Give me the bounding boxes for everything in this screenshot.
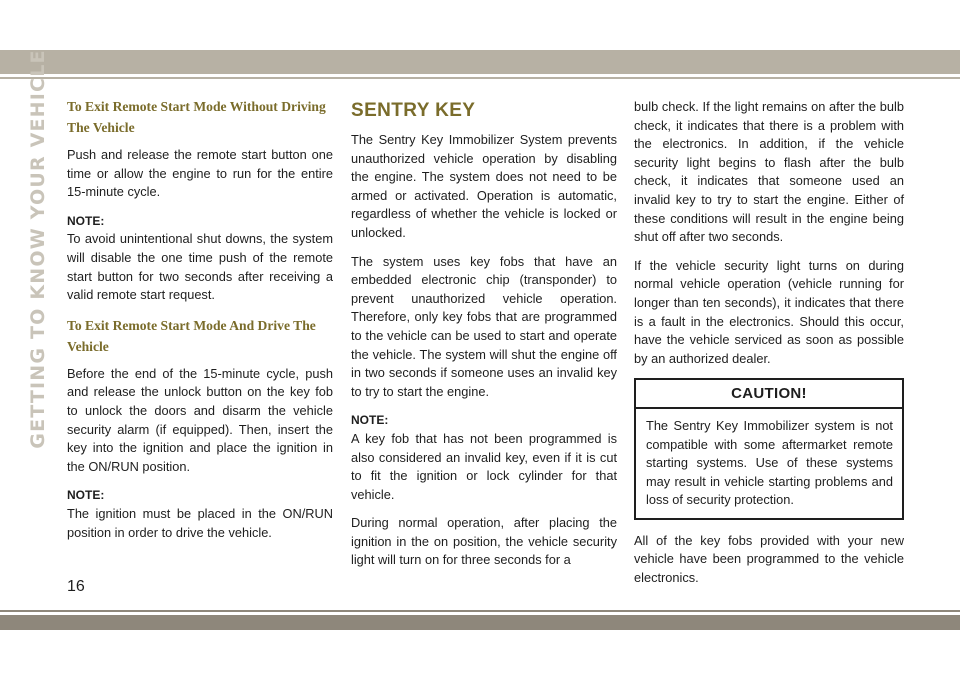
column-2 (351, 96, 617, 570)
header-band (0, 50, 960, 74)
paragraph: All of the key fobs provided with your new vehicle have been programmed to the vehicle electronics. (634, 532, 904, 586)
footer-band (0, 615, 960, 630)
paragraph: If the vehicle security light turns on during normal vehicle operation (vehicle running for longer than ten seconds), it indicates that there is a fault in the electronics. Should this occur, have the vehicle serviced as soon as possible by an authorized dealer. (634, 257, 904, 366)
paragraph: The Sentry Key Immobilizer System prevents unauthorized vehicle operation by disabling the engine. The system does not need to be armed or activated. Operation is automatic, regardless of whether the vehicle is locked or unlocked. (351, 132, 617, 240)
header-rule (0, 77, 960, 79)
note-text: The ignition must be placed in the ON/RUN position in order to drive the vehicle. (67, 505, 333, 540)
note-text: A key fob that has not been programmed is also considered an invalid key, even if it is cut to fit the ignition or lock cylinder for that vehicle. (351, 430, 617, 502)
caution-box (634, 378, 904, 520)
note-block (67, 486, 333, 542)
footer-rule (0, 610, 960, 612)
paragraph: bulb check. If the light remains on after the bulb check, it indicates that there is a problem with the electronics. In addition, if the vehicle security light begins to flash after the bulb check, it indicates that someone used an invalid key to try to start the engine. Either of these conditions will result in the engine being shut off after two seconds. (634, 99, 904, 245)
subheading-exit-without-driving: To Exit Remote Start Mode Without Driving The Vehicle (67, 99, 326, 135)
caution-text: The Sentry Key Immobilizer system is not compatible with some aftermarket remote starting systems. Use of these systems may result in vehicle starting problems and loss of security protection. (646, 417, 893, 508)
column-3 (634, 98, 904, 588)
page-number: 16 (67, 578, 85, 595)
note-block (351, 411, 617, 504)
column-1 (67, 96, 333, 542)
chapter-side-tab (24, 49, 52, 449)
note-label: NOTE: (67, 488, 105, 503)
chapter-side-tab-label: GETTING TO KNOW YOUR VEHICLE (27, 49, 49, 449)
paragraph: The system uses key fobs that have an embedded electronic chip (transponder) to prevent unauthorized vehicle operation. Therefore, only key fobs that are programmed to the vehicle can be used to start and operate the vehicle. The system will shut the engine off in two seconds if someone uses an invalid key to try to start the engine. (351, 253, 617, 399)
note-block (67, 212, 333, 305)
paragraph: During normal operation, after placing the ignition in the on position, the vehicle security light will turn on for three seconds for a (351, 515, 617, 568)
caution-title: CAUTION! (636, 380, 902, 409)
note-text: To avoid unintentional shut downs, the system will disable the one time push of the remote start button for two seconds after receiving a valid remote start request. (67, 231, 333, 303)
subheading-exit-and-drive: To Exit Remote Start Mode And Drive The Vehicle (67, 317, 316, 354)
paragraph: Push and release the remote start button one time or allow the engine to run for the entire 15-minute cycle. (67, 147, 333, 200)
section-title-sentry-key: SENTRY KEY (351, 100, 476, 121)
note-label: NOTE: (351, 413, 389, 428)
paragraph: Before the end of the 15-minute cycle, push and release the unlock button on the key fob to unlock the doors and disarm the vehicle security alarm (if equipped). Then, insert the key into the ignition and place the ignition in the ON/RUN position. (67, 365, 333, 474)
note-label: NOTE: (67, 213, 105, 228)
